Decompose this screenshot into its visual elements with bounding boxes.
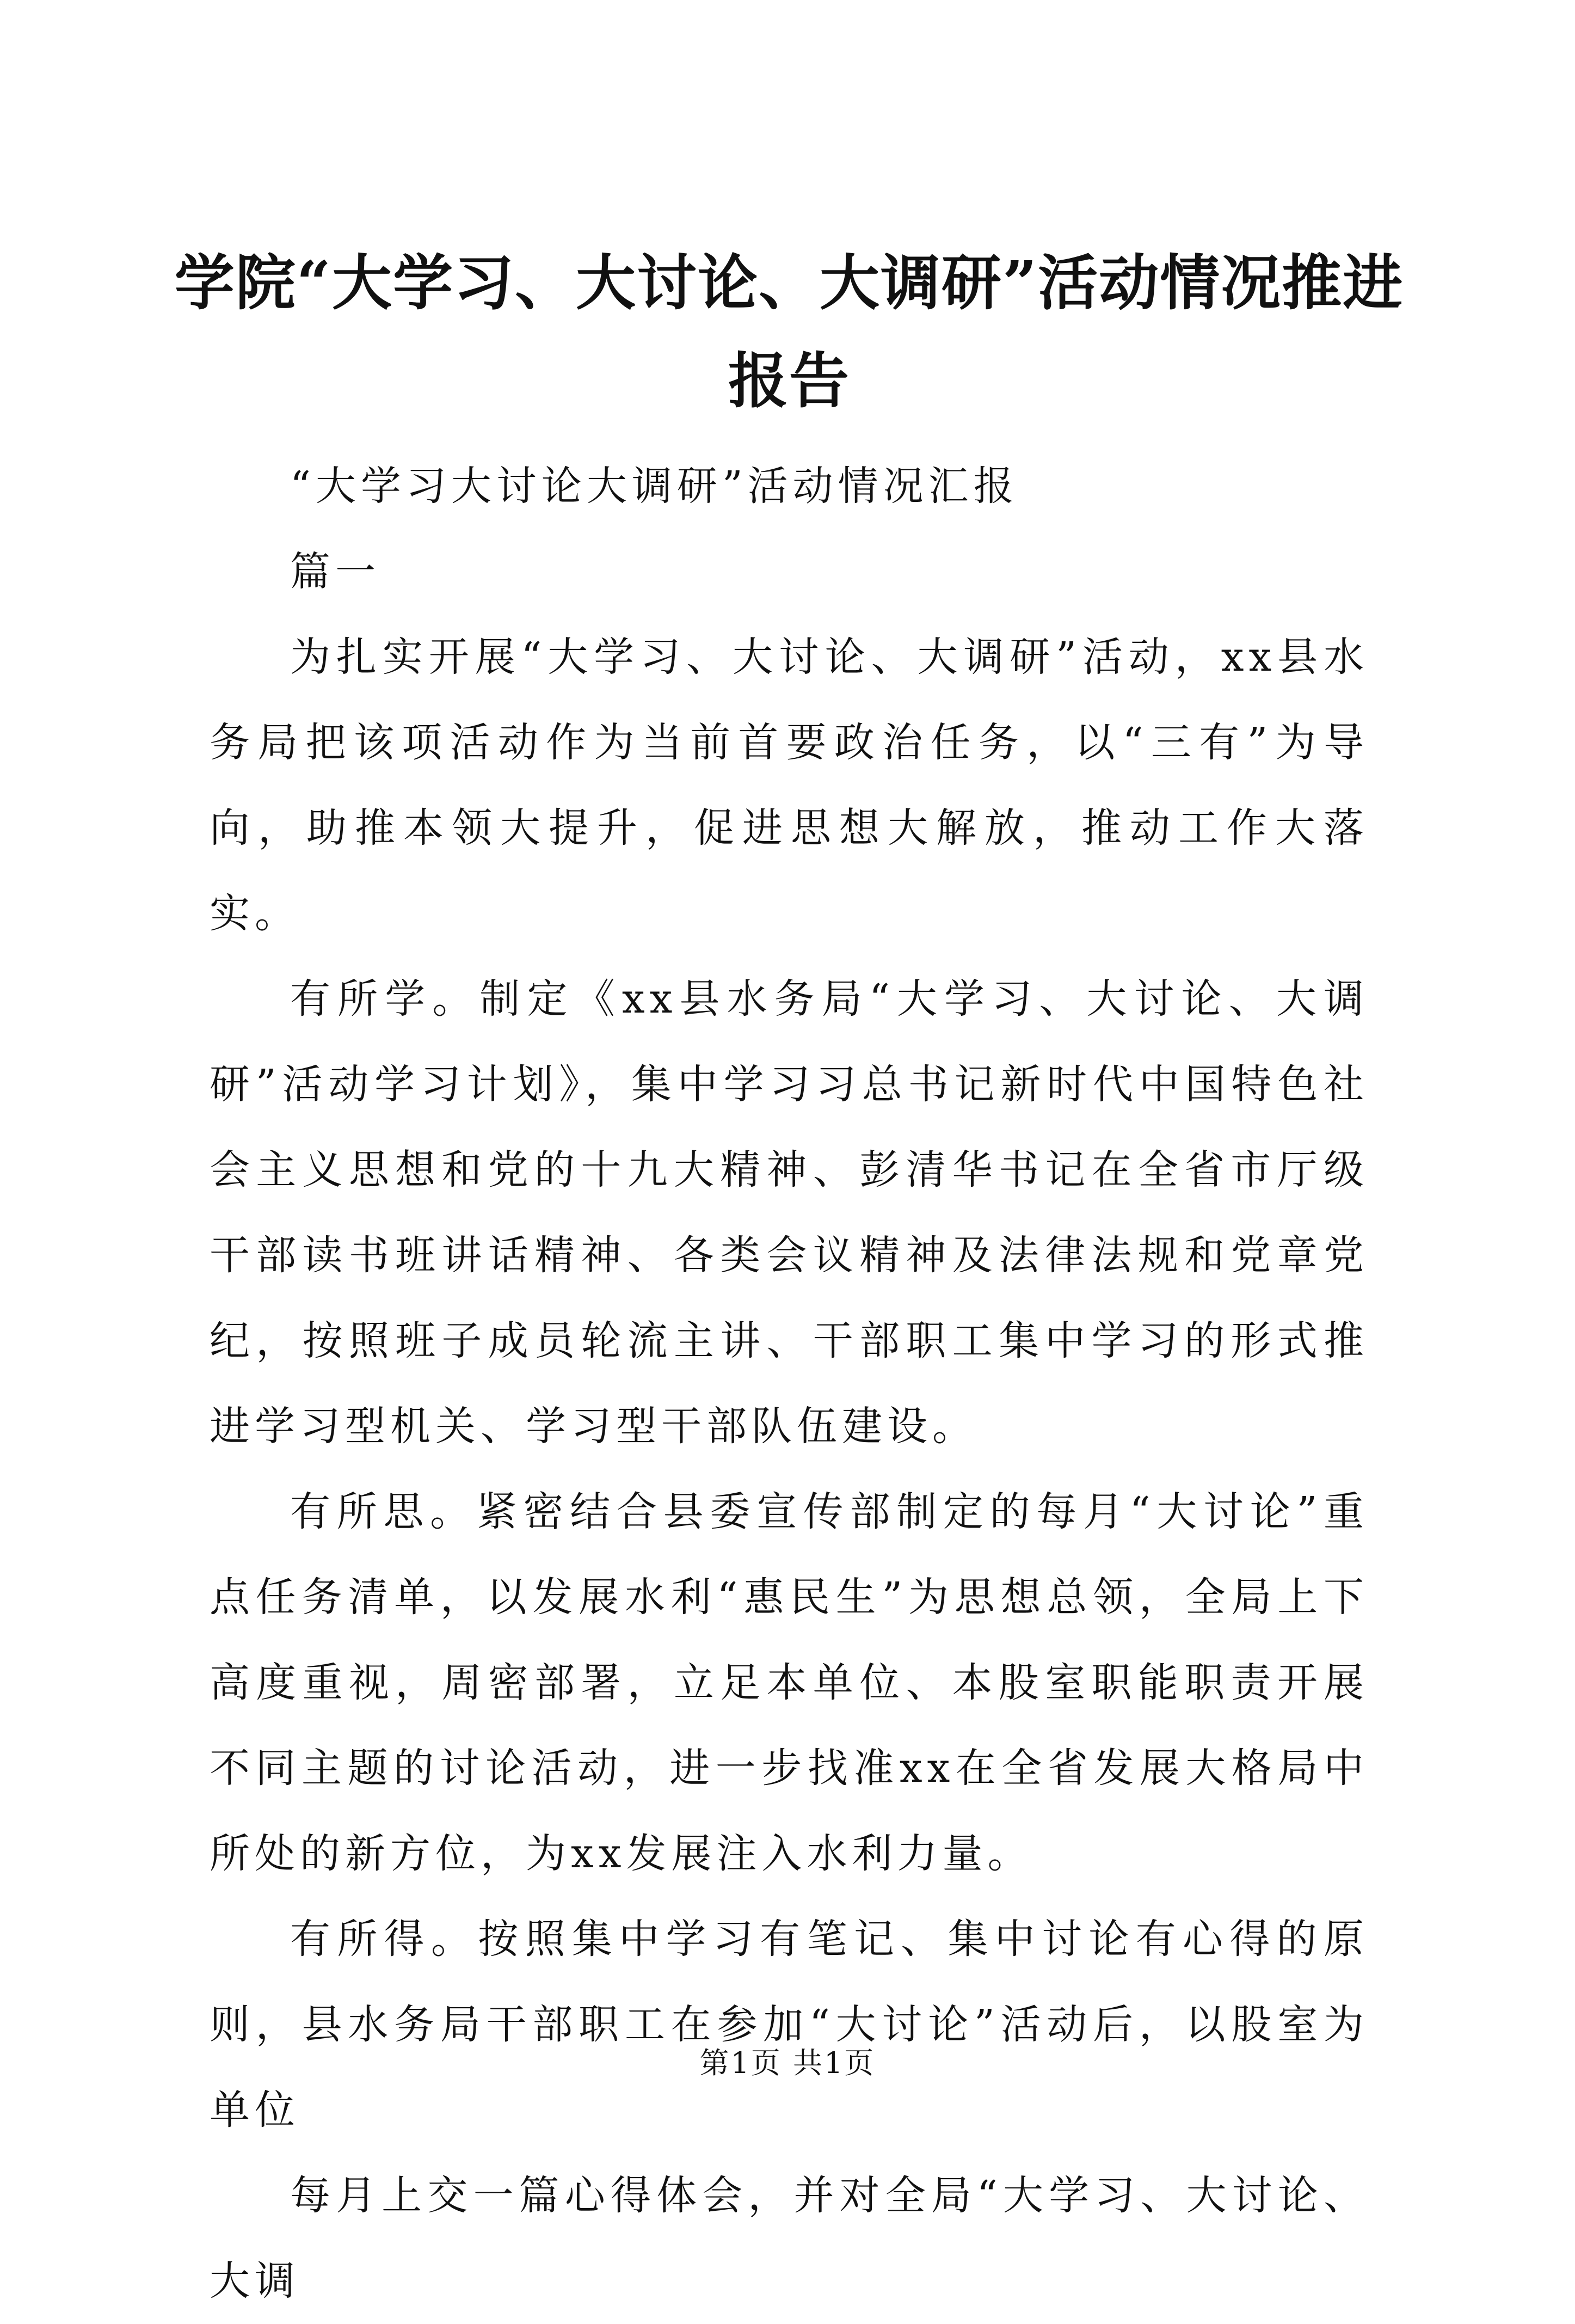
body-paragraph: 有所思。紧密结合县委宣传部制定的每月“大讨论”重点任务清单，以发展水利“惠民生”为思想总领，全局上下高度重视，周密部署，立足本单位、本股室职能职责开展不同主题的讨论活动，进一步找准xx在全省发展大格局中所处的新方位，为xx发展注入水利力量。 xyxy=(210,1488,1369,1877)
body-paragraph: 每月上交一篇心得体会，并对全局“大学习、大讨论、大调 xyxy=(210,2172,1369,2304)
page-footer: 第1页 共1页 xyxy=(699,2046,876,2080)
body-paragraph: 为扎实开展“大学习、大讨论、大调研”活动，xx县水务局把该项活动作为当前首要政治任务，以“三有”为导向，助推本领大提升，促进思想大解放，推动工作大落实。 xyxy=(210,634,1369,937)
document-body xyxy=(210,444,1369,2324)
section-label: 篇一 xyxy=(290,548,380,595)
body-paragraph: 有所学。制定《xx县水务局“大学习、大讨论、大调研”活动学习计划》，集中学习习总书记新时代中国特色社会主义思想和党的十九大精神、彭清华书记在全省市厅级干部读书班讲话精神、各类会议精神及法律法规和党章党纪，按照班子成员轮流主讲、干部职工集中学习的形式推进学习型机关、学习型干部队伍建设。 xyxy=(210,976,1369,1450)
subtitle-paragraph: “大学习大讨论大调研”活动情况汇报 xyxy=(290,463,1019,510)
body-paragraph: 有所得。按照集中学习有笔记、集中讨论有心得的原则，县水务局干部职工在参加“大讨论”活动后，以股室为单位 xyxy=(210,1916,1369,2133)
document-title: 学院“大学习、大讨论、大调研”活动情况推进报告 xyxy=(174,248,1404,416)
